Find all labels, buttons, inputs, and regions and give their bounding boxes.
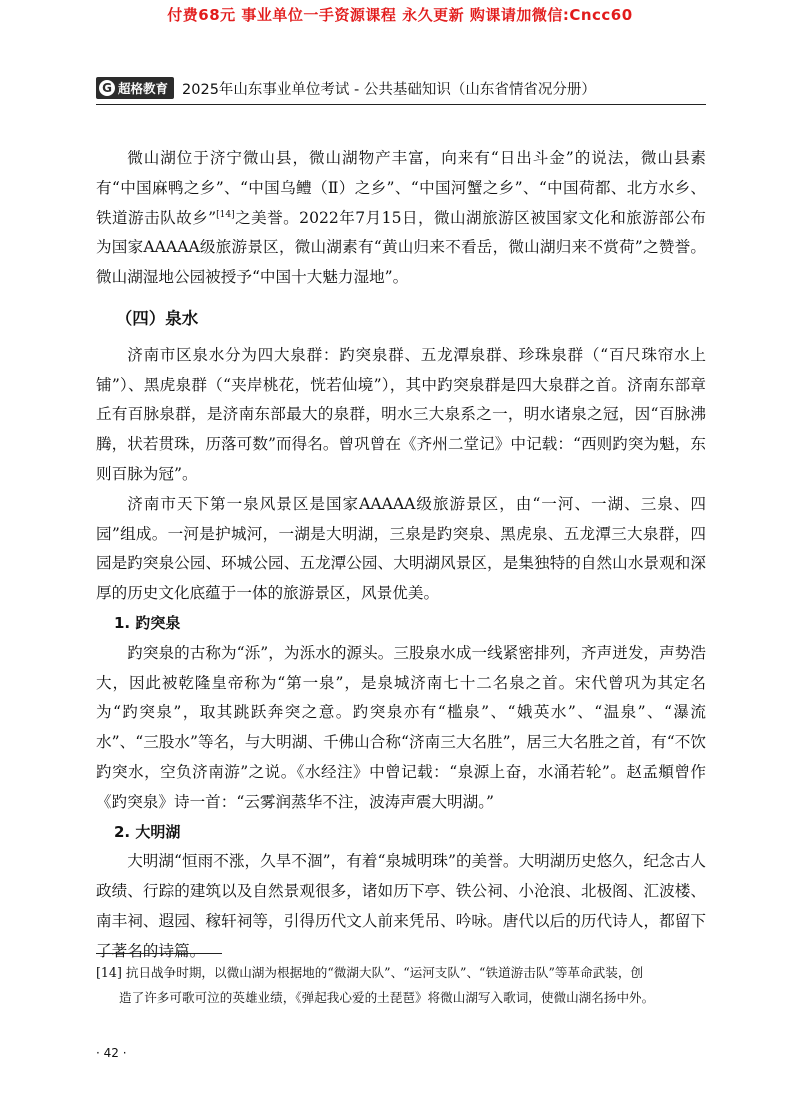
logo-text: 超格教育 [118,81,169,96]
footnote-line: 造了许多可歌可泣的英雄业绩，《弹起我心爱的土琵琶》将微山湖写入歌词，使微山湖名扬中外。 [119,990,655,1005]
footnote-line: [14] 抗日战争时期，以微山湖为根据地的“微湖大队”、“运河支队”、“铁道游击队”等革命武装，创 [96,965,644,980]
subheading-baotu-spring: 1. 趵突泉 [114,613,181,632]
paragraph-scenic-area: 济南市天下第一泉风景区是国家AAAAA级旅游景区，由“一河、一湖、三泉、四园”组成。一河是护城河，一湖是大明湖，三泉是趵突泉、黑虎泉、五龙潭三大泉群，四园是趵突泉公园、环城公园、五龙潭公园、大明湖风景区，是集独特的自然山水景观和深厚的历史文化底蕴于一体的旅游景区，风景优美。 [96,494,706,603]
section-heading: （四）泉水 [115,308,199,328]
paragraph-daming-lake: 大明湖“恒雨不涨，久旱不涸”，有着“泉城明珠”的美誉。大明湖历史悠久，纪念古人政绩、行踪的建筑以及自然景观很多，诸如历下亭、铁公祠、小沧浪、北极阁、汇波楼、南丰祠、遐园、稼轩祠等，引得历代文人前来凭吊、吟咏。唐代以后的历代诗人，都留下了著名的诗篇。 [96,852,706,960]
header-divider [96,104,706,105]
subheading-daming-lake: 2. 大明湖 [114,822,181,841]
logo-g-icon: G [99,80,115,96]
document-title: 2025年山东事业单位考试 - 公共基础知识（山东省情省况分册） [182,81,596,98]
page-number: · 42 · [96,1046,127,1060]
promo-banner: 付费68元 事业单位一手资源课程 永久更新 购课请加微信:Cncc60 [167,6,633,24]
paragraph-text: 之美誉。2022年7月15日，微山湖旅游区被国家文化和旅游部公布为国家AAAAA级旅游景区，微山湖素有“黄山归来不看岳，微山湖归来不赏荷”之赞誉。微山湖湿地公园被授予“中国十大魅力湿地”。 [96,208,706,287]
page-header [96,77,706,99]
publisher-logo [96,77,174,99]
footnote-divider [96,953,222,954]
paragraph-spring-groups: 济南市区泉水分为四大泉群：趵突泉群、五龙潭泉群、珍珠泉群（“百尺珠帘水上铺”）、黑虎泉群（“夹岸桃花，恍若仙境”），其中趵突泉群是四大泉群之首。济南东部章丘有百脉泉群，是济南东部最大的泉群，明水三大泉系之一，明水诸泉之冠，因“百脉沸腾，状若贯珠，历落可数”而得名。曾巩曾在《齐州二堂记》中记载：“西则趵突为魁，东则百脉为冠”。 [96,345,706,483]
paragraph-weishan-lake [96,144,706,293]
footnote [96,960,706,1010]
body-text [96,144,706,967]
footnote-reference[interactable]: [14] [216,209,235,220]
paragraph-baotu-spring: 趵突泉的古称为“泺”，为泺水的源头。三股泉水成一线紧密排列，齐声迸发，声势浩大，因此被乾隆皇帝称为“第一泉”，是泉城济南七十二名泉之首。宋代曾巩为其定名为“趵突泉”，取其跳跃奔突之意。趵突泉亦有“槛泉”、“娥英水”、“温泉”、“瀑流水”、“三股水”等名，与大明湖、千佛山合称“济南三大名胜”，居三大名胜之首，有“不饮趵突水，空负济南游”之说。《水经注》中曾记载：“泉源上奋，水涌若轮”。赵孟頫曾作《趵突泉》诗一首：“云雾润蒸华不注，波涛声震大明湖。” [96,643,706,811]
paragraph-text: 微山湖位于济宁微山县，微山湖物产丰富，向来有“日出斗金”的说法，微山县素有“中国麻鸭之乡”、“中国乌鳢（Ⅱ）之乡”、“中国河蟹之乡”、“中国荷都、北方水乡、铁道游击队故乡” [96,149,706,227]
